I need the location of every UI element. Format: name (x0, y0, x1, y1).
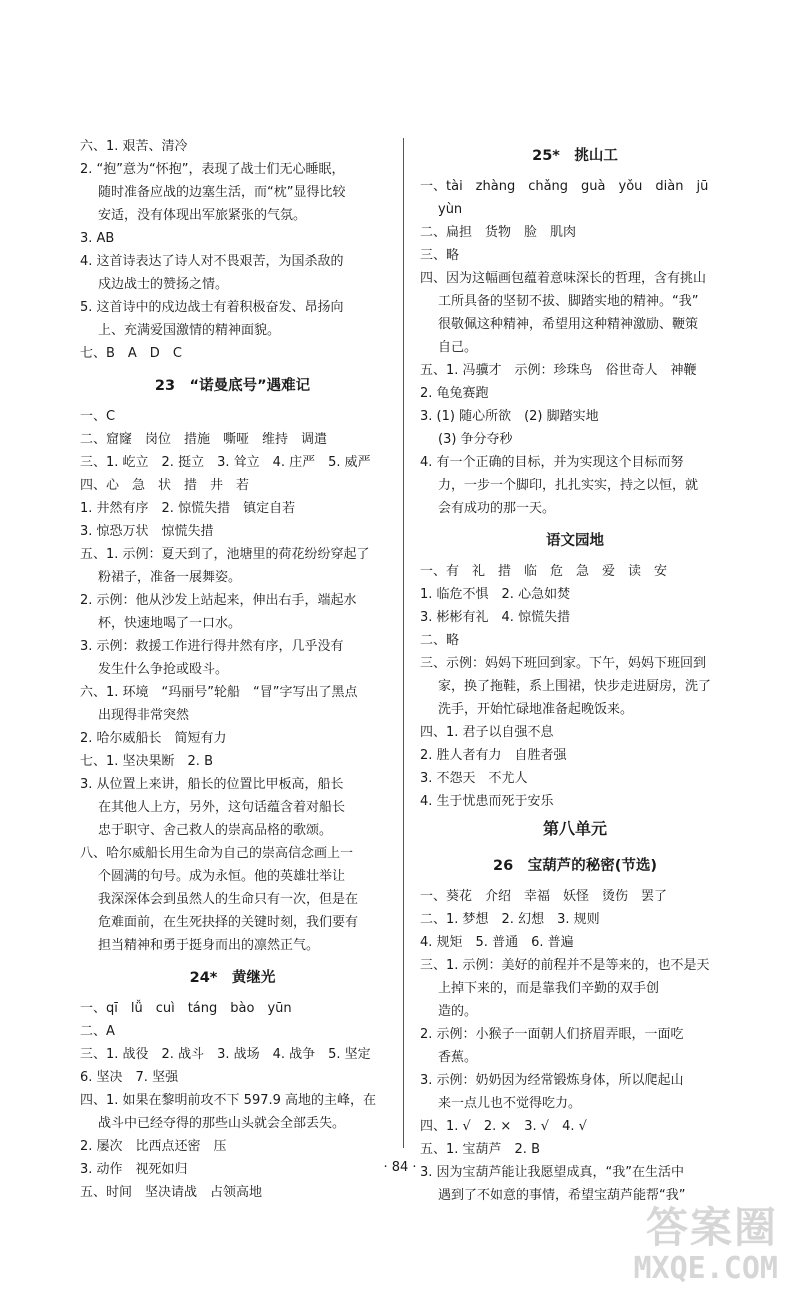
column-divider (403, 138, 404, 1148)
answer-line: 三、略 (420, 248, 460, 263)
answer-line: 八、哈尔威船长用生命为自己的崇高信念画上一 (80, 846, 354, 861)
answer-line: 四、1. √ 2. × 3. √ 4. √ (420, 1119, 587, 1134)
answer-line: 六、1. 环境 “玛丽号”轮船 “冒”字写出了黑点 (80, 685, 358, 700)
answer-line: 三、示例：妈妈下班回到家。下午，妈妈下班回到 (420, 656, 707, 671)
answer-line: 4. 这首诗表达了诗人对不畏艰苦，为国杀敌的 (80, 254, 344, 269)
answer-line: 三、1. 战役 2. 战斗 3. 战场 4. 战争 5. 坚定 (80, 1047, 371, 1062)
answer-line: 二、1. 梦想 2. 幻想 3. 规则 (420, 912, 600, 927)
answer-line: 一、C (80, 409, 116, 424)
answer-continuation: yùn (438, 202, 463, 217)
answer-line: 5. 这首诗中的戍边战士有着积极奋发、昂扬向 (80, 300, 344, 315)
answer-line: 五、1. 宝葫芦 2. B (420, 1142, 540, 1157)
answer-line: 四、心 急 状 措 井 若 (80, 478, 250, 493)
answer-line: 2. 示例：他从沙发上站起来，伸出右手，端起水 (80, 593, 357, 608)
left-column (80, 135, 385, 1204)
answer-line: 4. 规矩 5. 普通 6. 普遍 (420, 935, 574, 950)
answer-line: 一、qī lǚ cuì táng bào yūn (80, 1001, 292, 1016)
answer-line: 五、1. 示例：夏天到了，池塘里的荷花纷纷穿起了 (80, 547, 370, 562)
watermark-main: 答案圈 (645, 1203, 778, 1252)
answer-line: 6. 坚决 7. 坚强 (80, 1070, 179, 1085)
answer-line: 1. 临危不惧 2. 心急如焚 (420, 587, 571, 602)
answer-continuation: 造的。 (438, 1004, 478, 1019)
answer-line: 一、tài zhàng chǎng guà yǒu diàn jū (420, 179, 709, 194)
answer-continuation: 安适，没有体现出军旅紧张的气氛。 (98, 208, 307, 223)
answer-continuation: 戍边战士的赞扬之情。 (98, 277, 229, 292)
answer-continuation: 随时准备应战的边塞生活，而“枕”显得比较 (98, 185, 346, 200)
lesson-heading: 26 宝葫芦的秘密(节选) (493, 858, 657, 874)
answer-line: 3. 示例：奶奶因为经常锻炼身体，所以爬起山 (420, 1073, 684, 1088)
answer-line: 2. 屡次 比西点还密 压 (80, 1139, 227, 1154)
answer-line: 1. 井然有序 2. 惊慌失措 镇定自若 (80, 501, 296, 516)
answer-line: 3. 从位置上来讲，船长的位置比甲板高，船长 (80, 777, 344, 792)
answer-line: 一、有 礼 措 临 危 急 爱 读 安 (420, 564, 668, 579)
answer-line: 4. 生于忧患而死于安乐 (420, 794, 554, 809)
answer-continuation: 上、充满爱国激情的精神面貌。 (98, 323, 281, 338)
answer-line: 三、1. 屹立 2. 挺立 3. 耸立 4. 庄严 5. 威严 (80, 455, 371, 470)
answer-continuation: 忠于职守、舍己救人的崇高品格的歌颂。 (98, 823, 333, 838)
answer-line: 五、时间 坚决请战 占领高地 (80, 1185, 263, 1200)
answer-line: 二、略 (420, 633, 460, 648)
answer-line: 七、B A D C (80, 346, 182, 361)
answer-line: 3. 惊恐万状 惊慌失措 (80, 524, 214, 539)
lesson-heading: 25* 挑山工 (532, 148, 618, 164)
answer-continuation: 战斗中已经夺得的那些山头就会全部丢失。 (98, 1116, 346, 1131)
answer-line: 2. 哈尔威船长 简短有力 (80, 731, 227, 746)
answer-line: 四、1. 君子以自强不息 (420, 725, 554, 740)
lesson-heading: 24* 黄继光 (189, 970, 276, 986)
answer-line: 2. 龟兔赛跑 (420, 386, 489, 401)
answer-continuation: (3) 争分夺秒 (438, 432, 513, 447)
answer-line: 2. “抱”意为“怀抱”，表现了战士们无心睡眠， (80, 162, 345, 177)
unit-heading: 第八单元 (542, 819, 607, 838)
answer-continuation: 洗手，开始忙碌地准备起晚饭来。 (438, 702, 634, 717)
answer-line: 2. 胜人者有力 自胜者强 (420, 748, 567, 763)
answer-line: 3. 动作 视死如归 (80, 1162, 188, 1177)
answer-line: 3. 示例：救援工作进行得井然有序，几乎没有 (80, 639, 344, 654)
watermark-logo (634, 1204, 779, 1286)
answer-line: 二、扁担 货物 脸 肌肉 (420, 225, 577, 240)
answer-line: 3. AB (80, 231, 115, 246)
answer-continuation: 力，一步一个脚印，扎扎实实，持之以恒，就 (438, 478, 699, 493)
answer-line: 三、1. 示例：美好的前程并不是等来的，也不是天 (420, 958, 710, 973)
answer-continuation: 家，换了拖鞋，系上围裙，快步走进厨房，洗了 (438, 679, 712, 694)
answer-line: 一、葵花 介绍 幸福 妖怪 烫伤 罢了 (420, 889, 668, 904)
answer-continuation: 会有成功的那一天。 (438, 501, 556, 516)
answer-continuation: 危难面前，在生死抉择的关键时刻，我们要有 (98, 915, 359, 930)
answer-continuation: 粉裙子，准备一展舞姿。 (98, 570, 242, 585)
answer-continuation: 很敬佩这种精神，希望用这种精神激励、鞭策 (438, 317, 699, 332)
answer-continuation: 发生什么争抢或殴斗。 (98, 662, 229, 677)
answer-line: 二、A (80, 1024, 115, 1039)
right-column (420, 135, 730, 1207)
answer-line: 二、窟窿 岗位 措施 嘶哑 维持 调遣 (80, 432, 328, 447)
answer-continuation: 工所具备的坚韧不拔、脚踏实地的精神。“我” (438, 294, 699, 309)
watermark-url: MXQE.COM (633, 1251, 778, 1286)
answer-continuation: 在其他人上方，另外，这句话蕴含着对船长 (98, 800, 346, 815)
answer-continuation: 出现得非常突然 (98, 708, 190, 723)
answer-continuation: 上掉下来的，而是靠我们辛勤的双手创 (438, 981, 660, 996)
answer-line: 七、1. 坚决果断 2. B (80, 754, 213, 769)
answer-continuation: 来一点儿也不觉得吃力。 (438, 1096, 582, 1111)
answer-line: 3. 不怨天 不尤人 (420, 771, 528, 786)
answer-line: 3. 彬彬有礼 4. 惊慌失措 (420, 610, 571, 625)
answer-line: 五、1. 冯骥才 示例：珍珠鸟 俗世奇人 神鞭 (420, 363, 697, 378)
answer-line: 四、因为这幅画包蕴着意味深长的哲理，含有挑山 (420, 271, 707, 286)
page-number: · 84 · (383, 1160, 417, 1175)
answer-continuation: 香蕉。 (438, 1050, 478, 1065)
answer-line: 3. 因为宝葫芦能让我愿望成真，“我”在生活中 (420, 1165, 685, 1180)
answer-continuation: 个圆满的句号。成为永恒。他的英雄壮举让 (98, 869, 346, 884)
lesson-heading: 语文园地 (546, 533, 604, 549)
answer-continuation: 担当精神和勇于挺身而出的凛然正气。 (98, 938, 320, 953)
answer-continuation: 我深深体会到虽然人的生命只有一次，但是在 (98, 892, 359, 907)
answer-line: 四、1. 如果在黎明前攻不下 597.9 高地的主峰，在 (80, 1093, 377, 1108)
answer-line: 4. 有一个正确的目标，并为实现这个目标而努 (420, 455, 684, 470)
answer-line: 3. (1) 随心所欲 (2) 脚踏实地 (420, 409, 599, 424)
answer-continuation: 遇到了不如意的事情，希望宝葫芦能帮“我” (438, 1188, 686, 1203)
answer-line: 2. 示例：小猴子一面朝人们挤眉弄眼，一面吃 (420, 1027, 684, 1042)
answer-line: 六、1. 艰苦、清冷 (80, 139, 188, 154)
answer-continuation: 杯，快速地喝了一口水。 (98, 616, 242, 631)
lesson-heading: 23 “诺曼底号”遇难记 (154, 378, 311, 394)
answer-continuation: 自己。 (438, 340, 478, 355)
